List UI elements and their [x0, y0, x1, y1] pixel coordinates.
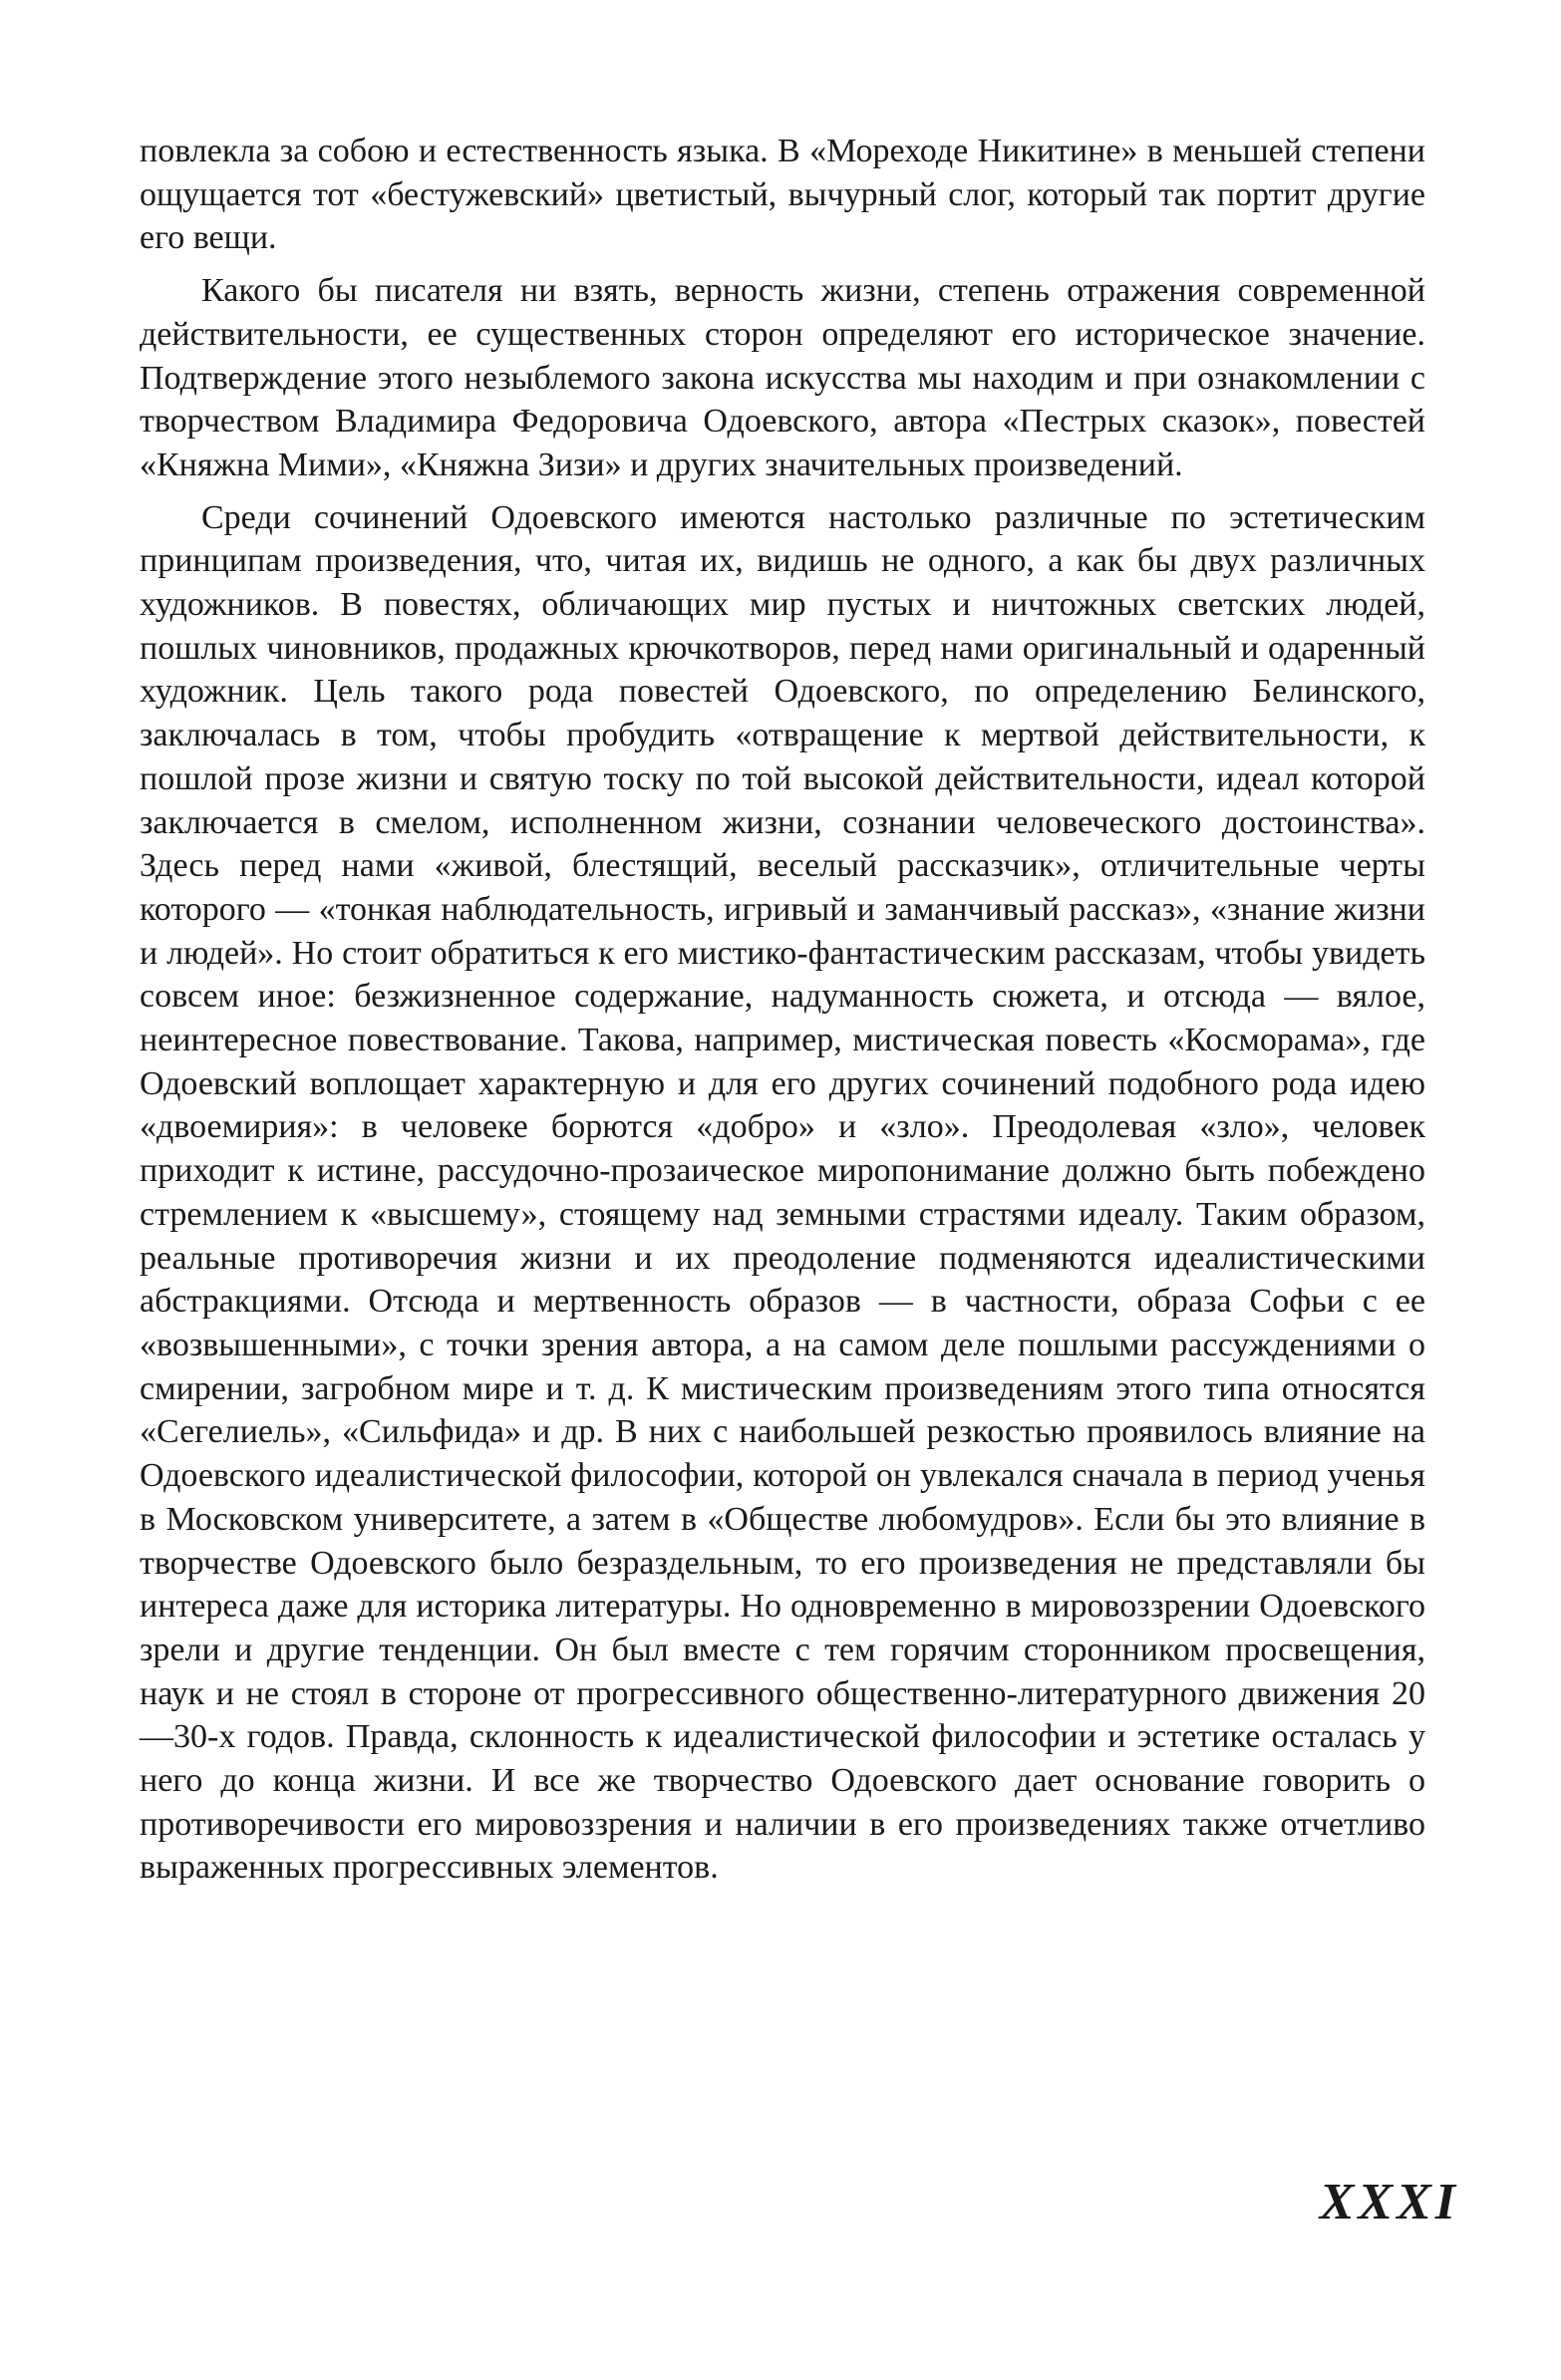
- page-text: [140, 130, 1425, 1890]
- paragraph-2: Какого бы писателя ни взять, верность жизни, степень отражения современной действительности, ее существенных сторон определяют его историческое значение. Подтверждение этого незыблемого закона искусства мы находим и при ознакомлении с творчеством Владимира Федоровича Одоевского, автора «Пестрых сказок», повестей «Княжна Мими», «Княжна Зизи» и других значительных произведений.: [140, 272, 1425, 483]
- paragraph-1: повлекла за собою и естественность языка. В «Мореходе Никитине» в меньшей степени ощущается тот «бестужевский» цветистый, вычурный слог, который так портит другие его вещи.: [140, 133, 1425, 257]
- paragraph-3: Среди сочинений Одоевского имеются настолько различные по эстетическим принципам произведения, что, читая их, видишь не одного, а как бы двух различных художников. В повестях, обличающих мир пустых и ничтожных светских людей, пошлых чиновников, продажных крючкотворов, перед нами оригинальный и одаренный художник. Цель такого рода повестей Одоевского, по определению Белинского, заключалась в том, чтобы пробудить «отвращение к мертвой действительности, к пошлой прозе жизни и святую тоску по той высокой действительности, идеал которой заключается в смелом, исполненном жизни, сознании человеческого достоинства». Здесь перед нами «живой, блестящий, веселый рассказчик», отличительные черты которого — «тонкая наблюдательность, игривый и заманчивый рассказ», «знание жизни и людей». Но стоит обратиться к его мистико-фантастическим рассказам, чтобы увидеть совсем иное: безжизненное содержание, надуманность сюжета, и отсюда — вялое, неинтересное повествование. Такова, например, мистическая повесть «Косморама», где Одоевский воплощает характерную и для его других сочинений подобного рода идею «двоемирия»: в человеке борются «добро» и «зло». Преодолевая «зло», человек приходит к истине, рассудочно-прозаическое миропонимание должно быть побеждено стремлением к «высшему», стоящему над земными страстями идеалу. Таким образом, реальные противоречия жизни и их преодоление подменяются идеалистическими абстракциями. Отсюда и мертвенность образов — в частности, образа Софьи с ее «возвышенными», с точки зрения автора, а на самом деле пошлыми рассуждениями о смирении, загробном мире и т. д. К мистическим произведениям этого типа относятся «Сегелиель», «Сильфида» и др. В них с наибольшей резкостью проявилось влияние на Одоевского идеалистической философии, которой он увлекался сначала в период ученья в Московском университете, а затем в «Обществе любомудров». Если бы это влияние в творчестве Одоевского было безраздельным, то его произведения не представляли бы интереса даже для историка литературы. Но одновременно в мировоззрении Одоевского зрели и другие тенденции. Он был вместе с тем горячим сторонником просвещения, наук и не стоял в стороне от прогрессивного общественно-литературного движения 20—30-х годов. Правда, склонность к идеалистической философии и эстетике осталась у него до конца жизни. И все же творчество Одоевского дает основание говорить о противоречивости его мировоззрения и наличии в его произведениях также отчетливо выраженных прогрессивных элементов.: [140, 498, 1425, 1887]
- page-number: XXXI: [1319, 2174, 1459, 2231]
